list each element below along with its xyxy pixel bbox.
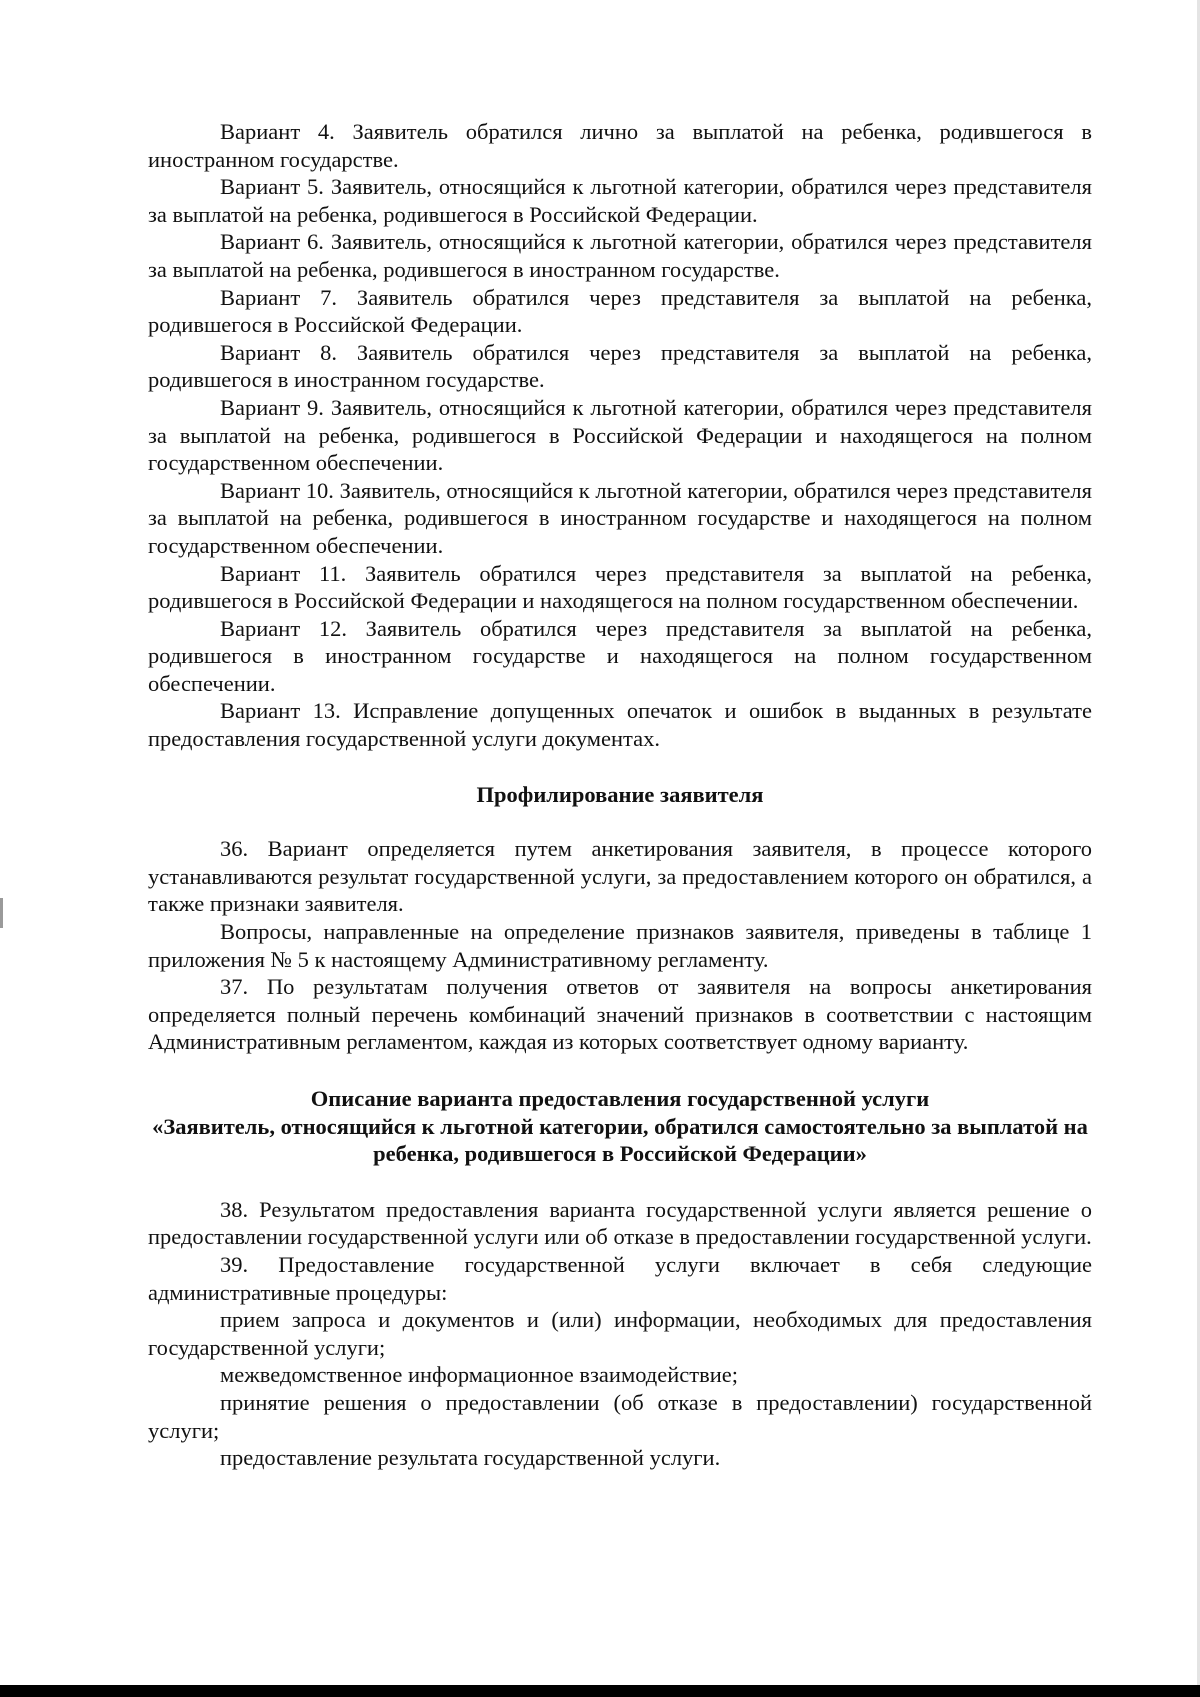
heading-description-line-2: «Заявитель, относящийся к льготной категории, обратился самостоятельно за выплатой на ребенка, родившегося в Российской Федерации» [152,1113,1088,1167]
paragraph-37: 37. По результатам получения ответов от заявителя на вопросы анкетирования определяется полный перечень комбинаций значений признаков в соответствии с настоящим Административным регламентом, каждая из которых соответствует одному варианту. [148,974,1092,1055]
paragraph-variant-7: Вариант 7. Заявитель обратился через представителя за выплатой на ребенка, родившегося в Российской Федерации. [148,284,1092,338]
paragraph-variant-8: Вариант 8. Заявитель обратился через представителя за выплатой на ребенка, родившегося в иностранном государстве. [148,339,1092,393]
paragraph-questions: Вопросы, направленные на определение признаков заявителя, приведены в таблице 1 приложения № 5 к настоящему Административному регламенту. [148,919,1092,972]
paragraph-variant-13: Вариант 13. Исправление допущенных опечаток и ошибок в выданных в результате предоставления государственной услуги документах. [148,698,1092,752]
heading-profiling: Профилирование заявителя [476,781,764,807]
heading-description-line-1: Описание варианта предоставления государственной услуги [310,1086,930,1111]
paragraph-variant-6: Вариант 6. Заявитель, относящийся к льготной категории, обратился через представителя за выплатой на ребенка, родившегося в иностранном государстве. [148,229,1092,282]
paragraph-variant-12: Вариант 12. Заявитель обратился через представителя за выплатой на ребенка, родившегося в иностранном государстве и находящегося на полном государственном обеспечении. [148,615,1092,696]
scan-bottom-border [0,1685,1200,1697]
heading-variant-description [148,1085,1092,1168]
paragraph-variant-10: Вариант 10. Заявитель, относящийся к льготной категории, обратился через представителя за выплатой на ребенка, родившегося в иностранном государстве и находящегося на полном государственном обеспечении. [148,477,1092,558]
scan-margin-mark [0,898,3,928]
paragraph-variant-4: Вариант 4. Заявитель обратился лично за выплатой на ребенка, родившегося в иностранном государстве. [148,119,1092,172]
document-body [148,118,1092,1472]
paragraph-36: 36. Вариант определяется путем анкетирования заявителя, в процессе которого устанавливаются результат государственной услуги, за предоставлением которого он обратился, а также признаки заявителя. [148,836,1092,917]
list-item-procedure-2: межведомственное информационное взаимодействие; [220,1362,738,1388]
paragraph-38: 38. Результатом предоставления варианта государственной услуги является решение о предоставлении государственной услуги или об отказе в предоставлении государственной услуги. [148,1196,1092,1250]
list-item-procedure-3: принятие решения о предоставлении (об отказе в предоставлении) государственной услуги; [148,1389,1092,1443]
paragraph-variant-5: Вариант 5. Заявитель, относящийся к льготной категории, обратился через представителя за выплатой на ребенка, родившегося в Российской Федерации. [148,174,1092,227]
paragraph-variant-11: Вариант 11. Заявитель обратился через представителя за выплатой на ребенка, родившегося в Российской Федерации и находящегося на полном государственном обеспечении. [148,560,1092,614]
list-item-procedure-4: предоставление результата государственной услуги. [220,1445,721,1471]
paragraph-39: 39. Предоставление государственной услуги включает в себя следующие административные процедуры: [148,1251,1092,1305]
paragraph-variant-9: Вариант 9. Заявитель, относящийся к льготной категории, обратился через представителя за выплатой на ребенка, родившегося в Российской Федерации и находящегося на полном государственном обеспечении. [148,394,1092,476]
list-item-procedure-1: прием запроса и документов и (или) информации, необходимых для предоставления государственной услуги; [148,1307,1092,1360]
